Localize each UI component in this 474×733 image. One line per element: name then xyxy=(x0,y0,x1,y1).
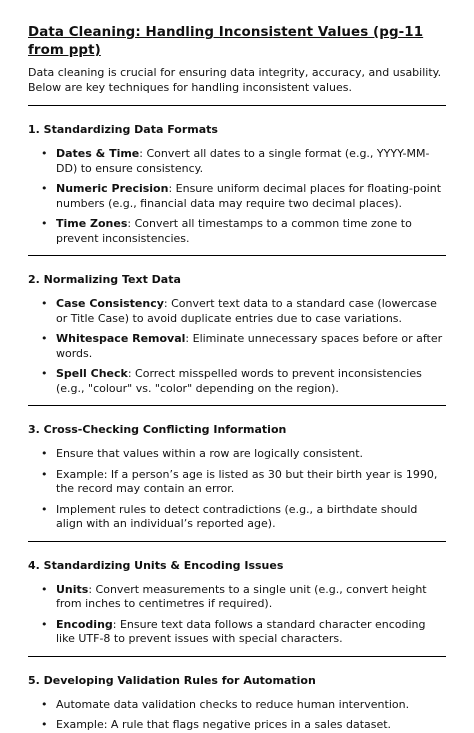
bullet-list xyxy=(28,583,446,647)
bullet-icon: • xyxy=(41,718,48,731)
intro-divider xyxy=(28,105,446,106)
list-item xyxy=(28,698,446,713)
list-item xyxy=(28,447,446,462)
bullet-list xyxy=(28,447,446,532)
list-item xyxy=(28,618,446,647)
section-divider xyxy=(28,255,446,256)
section-1 xyxy=(28,122,446,256)
bullet-icon: • xyxy=(41,297,48,310)
item-text: : Correct misspelled words to prevent inconsistencies (e.g., "colour" vs. "color" depending on the region). xyxy=(56,367,422,395)
item-text: Automate data validation checks to reduce human intervention. xyxy=(56,697,410,711)
bullet-icon: • xyxy=(41,147,48,160)
bullet-list xyxy=(28,698,446,733)
bullet-icon: • xyxy=(41,582,48,596)
list-item xyxy=(28,583,446,612)
item-text: : Eliminate unnecessary spaces before or after words. xyxy=(56,332,443,360)
bullet-list xyxy=(28,297,446,396)
section-heading: 2. Normalizing Text Data xyxy=(28,273,181,286)
item-term: Units xyxy=(56,582,89,596)
section-heading: 4. Standardizing Units & Encoding Issues xyxy=(28,558,284,572)
bullet-icon: • xyxy=(41,217,48,230)
bullet-icon: • xyxy=(41,332,48,345)
item-text: Example: A rule that flags negative prices in a sales dataset. xyxy=(56,718,392,731)
section-5 xyxy=(28,673,446,733)
list-item xyxy=(28,297,446,326)
bullet-list xyxy=(28,147,446,246)
list-item xyxy=(28,468,446,497)
list-item xyxy=(28,332,446,361)
list-item xyxy=(28,503,446,532)
list-item xyxy=(28,367,446,396)
bullet-icon: • xyxy=(41,182,48,195)
item-text: : Ensure uniform decimal places for floating-point numbers (e.g., financial data may require two decimal places). xyxy=(56,182,442,210)
list-item xyxy=(28,217,446,246)
section-divider xyxy=(28,656,446,657)
bullet-icon: • xyxy=(41,617,48,631)
item-term: Spell Check xyxy=(56,367,128,380)
item-text: : Convert measurements to a single unit (e.g., convert height from inches to centimetres if required). xyxy=(56,582,427,610)
bullet-icon: • xyxy=(41,367,48,380)
item-term: Encoding xyxy=(56,617,113,631)
section-heading: 1. Standardizing Data Formats xyxy=(28,123,218,136)
page-title: Data Cleaning: Handling Inconsistent Values (pg-11 from ppt) xyxy=(28,25,424,58)
bullet-icon: • xyxy=(41,447,48,460)
bullet-icon: • xyxy=(41,467,48,481)
item-text: : Convert all timestamps to a common time zone to prevent inconsistencies. xyxy=(56,217,412,245)
bullet-icon: • xyxy=(41,697,48,711)
section-4 xyxy=(28,558,446,657)
list-item xyxy=(28,182,446,211)
list-item xyxy=(28,147,446,176)
bullet-icon: • xyxy=(41,502,48,516)
item-term: Case Consistency xyxy=(56,297,164,310)
item-text: Ensure that values within a row are logically consistent. xyxy=(56,447,364,460)
sections-container xyxy=(28,122,446,733)
item-text: Example: If a person’s age is listed as 30 but their birth year is 1990, the record may contain an error. xyxy=(56,467,438,495)
section-divider xyxy=(28,541,446,542)
item-term: Whitespace Removal xyxy=(56,332,186,345)
intro-paragraph: Data cleaning is crucial for ensuring data integrity, accuracy, and usability. Below are key techniques for handling inconsistent values. xyxy=(28,66,442,94)
item-term: Numeric Precision xyxy=(56,182,169,195)
item-text: : Convert text data to a standard case (lowercase or Title Case) to avoid duplicate entries due to case variations. xyxy=(56,297,437,325)
section-heading: 3. Cross-Checking Conflicting Information xyxy=(28,423,287,436)
item-term: Time Zones xyxy=(56,217,128,230)
item-text: Implement rules to detect contradictions (e.g., a birthdate should align with an individual’s reported age). xyxy=(56,502,418,530)
item-text: : Convert all dates to a single format (e.g., YYYY-MM-DD) to ensure consistency. xyxy=(56,147,430,175)
item-text: : Ensure text data follows a standard character encoding like UTF-8 to prevent issues with special characters. xyxy=(56,617,426,645)
list-item xyxy=(28,718,446,733)
item-term: Dates & Time xyxy=(56,147,140,160)
section-3 xyxy=(28,422,446,542)
section-divider xyxy=(28,405,446,406)
section-heading: 5. Developing Validation Rules for Automation xyxy=(28,673,316,687)
section-2 xyxy=(28,272,446,406)
